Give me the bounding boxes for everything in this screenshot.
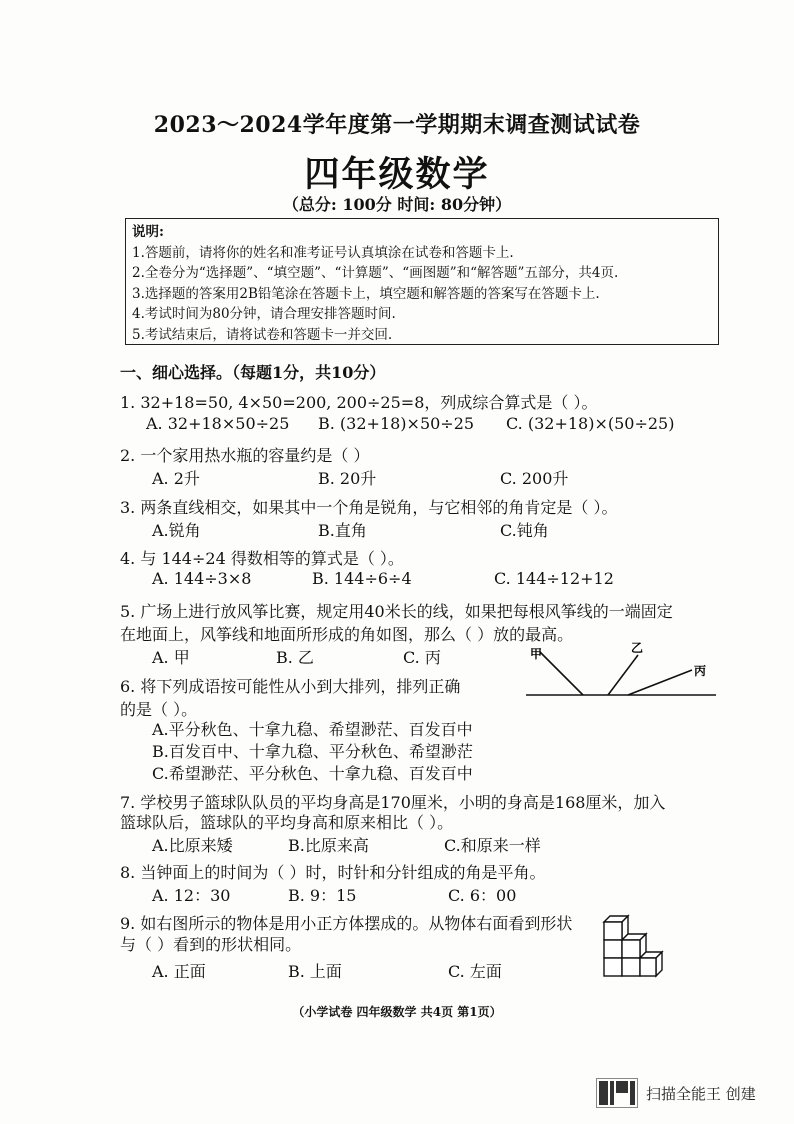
question-2-option-a: A. 2升 <box>152 469 200 488</box>
question-7-option-c: C.和原来一样 <box>444 836 541 855</box>
question-5-option-b: B. 乙 <box>276 648 314 667</box>
question-3-option-a: A.锐角 <box>152 521 201 540</box>
question-3-stem: 3. 两条直线相交，如果其中一个角是锐角，与它相邻的角肯定是（ ）。 <box>120 498 618 517</box>
question-9-stem-line2: 与（ ）看到的形状相同。 <box>120 935 302 954</box>
question-8-option-a: A. 12：30 <box>152 886 231 905</box>
question-4-option-b: B. 144÷6÷4 <box>312 569 412 588</box>
instruction-item: 5.考试结束后，请将试卷和答题卡一并交回. <box>132 326 393 343</box>
question-7-stem-line2: 篮球队后，篮球队的平均身高和原来相比（ ）。 <box>120 813 454 832</box>
instructions-heading: 说明: <box>132 224 164 240</box>
instruction-item: 4.考试时间为80分钟，请合理安排答题时间. <box>132 306 396 322</box>
question-1-option-c: C. (32+18)×(50÷25) <box>506 414 675 433</box>
figure-label-yi: 乙 <box>631 641 644 655</box>
question-7-stem-line1: 7. 学校男子篮球队队员的平均身高是170厘米，小明的身高是168厘米，加入 <box>120 793 666 812</box>
exam-title: 2023～2024学年度第一学期期末调查测试试卷 <box>153 112 641 138</box>
question-6-stem-line1: 6. 将下列成语按可能性从小到大排列，排列正确 <box>120 677 461 696</box>
instruction-item: 2.全卷分为“选择题”、“填空题”、“计算题”、“画图题”和“解答题”五部分，共4页. <box>132 265 619 281</box>
question-5-stem-line1: 5. 广场上进行放风筝比赛，规定用40米长的线，如果把每根风筝线的一端固定 <box>120 602 673 621</box>
question-4-stem: 4. 与 144÷24 得数相等的算式是（ ）。 <box>120 549 404 568</box>
question-3-option-c: C.钝角 <box>500 521 549 540</box>
qr-code-icon <box>596 1078 638 1108</box>
question-8-option-c: C. 6：00 <box>448 886 517 905</box>
subject-title: 四年级数学 <box>304 154 490 195</box>
question-2-option-c: C. 200升 <box>500 469 569 488</box>
question-5-option-a: A. 甲 <box>152 648 190 667</box>
question-5-stem-line2: 在地面上，风筝线和地面所形成的角如图，那么（ ）放的最高。 <box>120 625 574 644</box>
question-4-option-a: A. 144÷3×8 <box>152 569 252 588</box>
question-9-stem-line1: 9. 如右图所示的物体是用小正方体摆成的。从物体右面看到形状 <box>120 914 573 933</box>
question-3-option-b: B.直角 <box>318 521 367 540</box>
instruction-item: 1.答题前，请将你的姓名和准考证号认真填涂在试卷和答题卡上. <box>132 244 514 261</box>
page-footer: （小学试卷 四年级数学 共4页 第1页） <box>292 1005 502 1019</box>
question-1-option-b: B. (32+18)×50÷25 <box>318 414 475 433</box>
question-1-option-a: A. 32+18×50÷25 <box>146 414 290 433</box>
question-2-stem: 2. 一个家用热水瓶的容量约是（ ） <box>120 446 370 465</box>
question-1-stem: 1. 32+18=50, 4×50=200, 200÷25=8，列成综合算式是（ ）。 <box>120 393 598 412</box>
question-6-option-c: C.希望渺茫、平分秋色、十拿九稳、百发百中 <box>152 764 473 783</box>
question-6-option-a: A.平分秋色、十拿九稳、希望渺茫、百发百中 <box>152 720 473 739</box>
question-7-option-a: A.比原来矮 <box>152 836 233 855</box>
question-6-stem-line2: 的是（ ）。 <box>120 700 198 719</box>
question-9-option-c: C. 左面 <box>448 962 502 981</box>
section-title: 一、细心选择。（每题1分，共10分） <box>120 363 386 382</box>
question-5-option-c: C. 丙 <box>403 648 441 667</box>
question-2-option-b: B. 20升 <box>318 469 377 488</box>
question-4-option-c: C. 144÷12+12 <box>494 569 614 588</box>
question-9-option-b: B. 上面 <box>288 962 342 981</box>
instruction-item: 3.选择题的答案用2B铅笔涂在答题卡上，填空题和解答题的答案写在答题卡上. <box>132 285 600 302</box>
question-8-option-b: B. 9：15 <box>288 886 357 905</box>
question-6-option-b: B.百发百中、十拿九稳、平分秋色、希望渺茫 <box>152 742 473 761</box>
question-7-option-b: B.比原来高 <box>288 836 369 855</box>
instructions-box <box>125 218 719 345</box>
cube-stack-figure <box>598 912 664 980</box>
question-9-option-a: A. 正面 <box>152 962 206 981</box>
figure-label-jia: 甲 <box>530 647 543 661</box>
scanner-watermark-label: 扫描全能王 创建 <box>646 1084 756 1103</box>
score-info: （总分: 100分 时间: 80分钟） <box>282 195 512 214</box>
kite-angle-figure <box>520 640 720 700</box>
scanner-watermark <box>596 1077 756 1109</box>
question-8-stem: 8. 当钟面上的时间为（ ）时，时针和分针组成的角是平角。 <box>120 863 546 882</box>
figure-label-bing: 丙 <box>694 664 707 678</box>
